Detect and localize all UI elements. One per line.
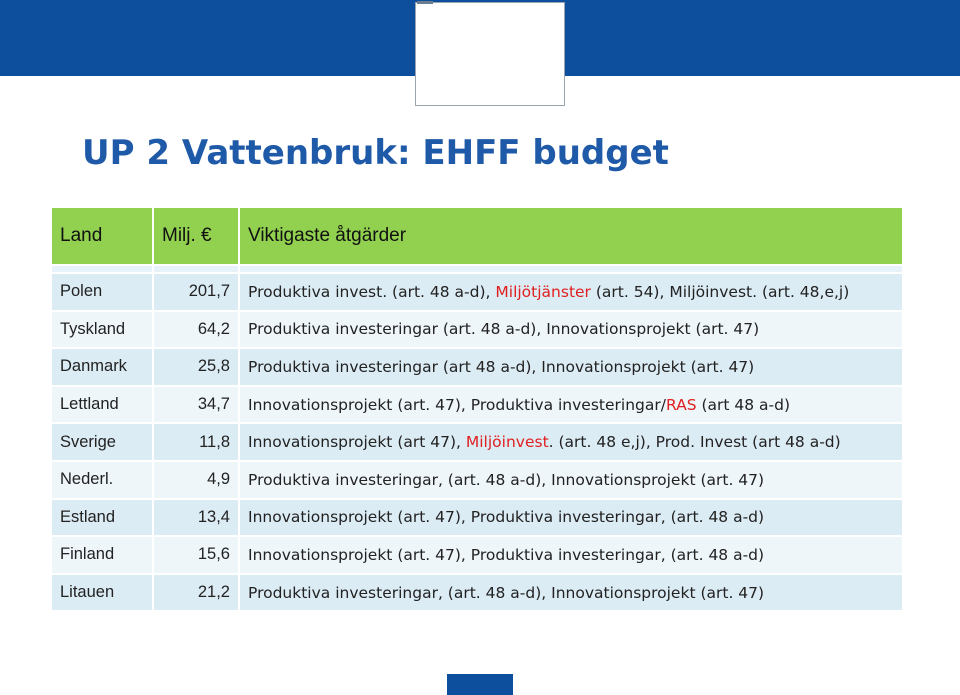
cell-milj: 4,9 (153, 461, 239, 499)
text-segment: Produktiva investeringar, (art. 48 a-d), Innovationsprojekt (art. 47) (248, 470, 765, 489)
table-body (51, 265, 903, 611)
text-segment: Produktiva investeringar (art. 48 a-d), Innovationsprojekt (art. 47) (248, 320, 760, 339)
text-segment: (art 48 a-d) (696, 395, 791, 414)
logo-mark (417, 1, 433, 4)
cell-land: Tyskland (51, 311, 153, 349)
text-segment: . (art. 48 e,j), Prod. Invest (art 48 a-d) (548, 433, 841, 452)
cell-land: Danmark (51, 348, 153, 386)
logo-placeholder (415, 2, 565, 106)
text-segment: Innovationsprojekt (art. 47), Produktiva investeringar, (art. 48 a-d) (248, 508, 765, 527)
spacer-row (51, 265, 903, 273)
cell-land: Nederl. (51, 461, 153, 499)
highlighted-text: Miljötjänster (495, 282, 591, 301)
text-segment: Produktiva investeringar (art 48 a-d), Innovationsprojekt (art. 47) (248, 357, 755, 376)
cell-milj: 34,7 (153, 386, 239, 424)
header-milj: Milj. € (153, 207, 239, 265)
highlighted-text: Miljöinvest (465, 433, 549, 452)
table-row (51, 311, 903, 349)
cell-milj: 201,7 (153, 273, 239, 311)
slide-title: UP 2 Vattenbruk: EHFF budget (82, 133, 669, 173)
text-segment: Produktiva investeringar, (art. 48 a-d), Innovationsprojekt (art. 47) (248, 583, 765, 602)
cell-milj: 64,2 (153, 311, 239, 349)
footer-tab (447, 674, 513, 695)
text-segment: (art. 54), Miljöinvest. (art. 48,e,j) (590, 282, 850, 301)
cell-milj: 11,8 (153, 423, 239, 461)
budget-table (50, 206, 904, 612)
cell-atgarder (239, 273, 903, 311)
cell-atgarder (239, 348, 903, 386)
cell-atgarder (239, 386, 903, 424)
cell-atgarder (239, 423, 903, 461)
cell-land: Litauen (51, 574, 153, 612)
cell-atgarder (239, 574, 903, 612)
text-segment: Produktiva invest. (art. 48 a-d), (248, 282, 496, 301)
highlighted-text: RAS (665, 395, 697, 414)
table-row (51, 536, 903, 574)
header-row (51, 207, 903, 265)
text-segment: Innovationsprojekt (art. 47), Produktiva investeringar, (art. 48 a-d) (248, 545, 765, 564)
cell-land: Estland (51, 499, 153, 537)
table-row (51, 348, 903, 386)
table-row (51, 499, 903, 537)
cell-milj: 25,8 (153, 348, 239, 386)
cell-land: Lettland (51, 386, 153, 424)
table-row (51, 574, 903, 612)
table-row (51, 461, 903, 499)
cell-land: Sverige (51, 423, 153, 461)
cell-land: Finland (51, 536, 153, 574)
cell-milj: 21,2 (153, 574, 239, 612)
table-row (51, 423, 903, 461)
cell-atgarder (239, 499, 903, 537)
cell-atgarder (239, 536, 903, 574)
cell-milj: 15,6 (153, 536, 239, 574)
cell-atgarder (239, 311, 903, 349)
text-segment: Innovationsprojekt (art. 47), Produktiva investeringar/ (248, 395, 666, 414)
cell-atgarder (239, 461, 903, 499)
table-row (51, 386, 903, 424)
header-land: Land (51, 207, 153, 265)
header-atgarder: Viktigaste åtgärder (239, 207, 903, 265)
table-row (51, 273, 903, 311)
text-segment: Innovationsprojekt (art 47), (248, 433, 466, 452)
cell-milj: 13,4 (153, 499, 239, 537)
cell-land: Polen (51, 273, 153, 311)
